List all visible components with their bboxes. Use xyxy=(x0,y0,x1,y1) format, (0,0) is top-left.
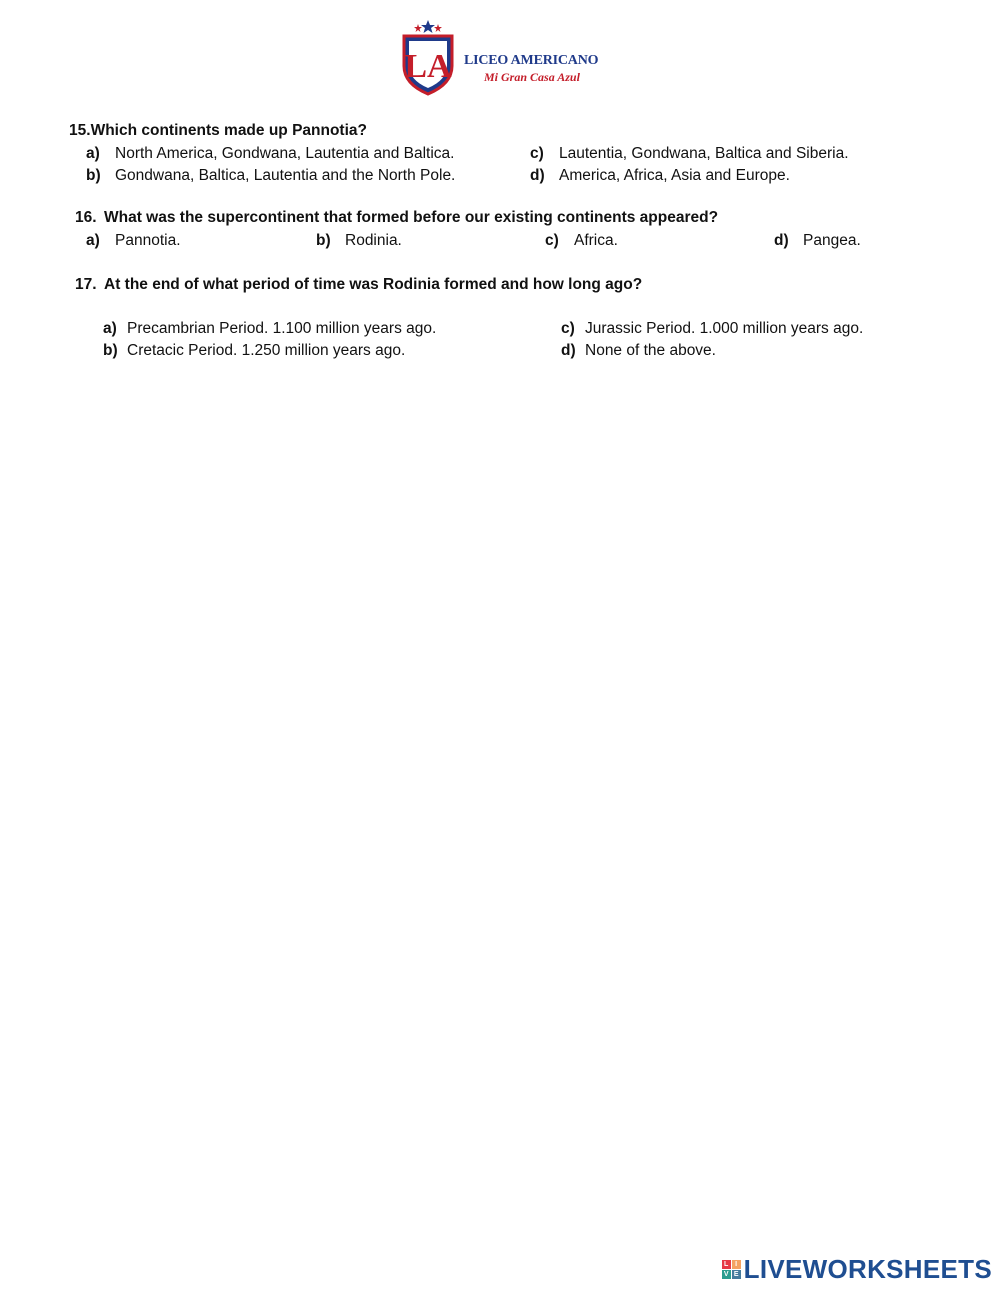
liveworksheets-brand: LIVEWORKSHEETS xyxy=(743,1253,992,1284)
option-text: North America, Gondwana, Lautentia and Baltica. xyxy=(115,145,455,162)
option-text: None of the above. xyxy=(585,342,716,359)
option-text: Rodinia. xyxy=(345,232,402,249)
q16-option-b[interactable] xyxy=(316,232,402,250)
question-15 xyxy=(69,122,367,140)
option-text: America, Africa, Asia and Europe. xyxy=(559,167,790,184)
question-text: At the end of what period of time was Rodinia formed and how long ago? xyxy=(104,276,643,293)
option-letter: d) xyxy=(774,232,789,249)
option-letter: b) xyxy=(103,342,118,359)
option-text: Africa. xyxy=(574,232,618,249)
q16-option-c[interactable] xyxy=(545,232,618,250)
q16-option-d[interactable] xyxy=(774,232,861,250)
option-letter: c) xyxy=(561,320,575,337)
option-letter: a) xyxy=(86,232,100,249)
question-number: 17. xyxy=(75,276,97,293)
option-letter: a) xyxy=(86,145,100,162)
question-number: 16. xyxy=(75,209,97,226)
option-letter: d) xyxy=(561,342,576,359)
q15-option-d[interactable] xyxy=(530,167,790,185)
q17-option-c[interactable] xyxy=(561,320,863,338)
q15-option-b[interactable] xyxy=(86,167,455,185)
question-number: 15. xyxy=(69,122,91,139)
q16-option-a[interactable] xyxy=(86,232,181,250)
q15-option-a[interactable] xyxy=(86,145,454,163)
option-letter: a) xyxy=(103,320,117,337)
q15-option-c[interactable] xyxy=(530,145,849,163)
option-text: Pannotia. xyxy=(115,232,181,249)
shield-emblem-icon xyxy=(396,20,460,96)
question-text: Which continents made up Pannotia? xyxy=(90,122,367,139)
q17-option-d[interactable] xyxy=(561,342,716,360)
liveworksheets-grid-icon: L I V E xyxy=(722,1260,741,1279)
option-letter: b) xyxy=(86,167,101,184)
question-text: What was the supercontinent that formed before our existing continents appeared? xyxy=(104,209,719,226)
option-text: Jurassic Period. 1.000 million years ago. xyxy=(585,320,864,337)
option-text: Lautentia, Gondwana, Baltica and Siberia. xyxy=(559,145,849,162)
school-logo xyxy=(396,20,616,96)
school-motto: Mi Gran Casa Azul xyxy=(484,70,580,84)
option-text: Pangea. xyxy=(803,232,861,249)
option-letter: c) xyxy=(530,145,544,162)
option-letter: d) xyxy=(530,167,545,184)
option-text: Precambrian Period. 1.100 million years ago. xyxy=(127,320,437,337)
option-text: Cretacic Period. 1.250 million years ago. xyxy=(127,342,406,359)
option-text: Gondwana, Baltica, Lautentia and the North Pole. xyxy=(115,167,456,184)
option-letter: b) xyxy=(316,232,331,249)
liveworksheets-logo[interactable] xyxy=(722,1254,992,1284)
school-name: LICEO AMERICANO xyxy=(464,53,599,68)
option-letter: c) xyxy=(545,232,559,249)
q17-option-b[interactable] xyxy=(103,342,405,360)
q17-option-a[interactable] xyxy=(103,320,436,338)
logo-mark: LA xyxy=(404,48,452,85)
question-16 xyxy=(75,209,718,227)
question-17 xyxy=(75,276,642,294)
